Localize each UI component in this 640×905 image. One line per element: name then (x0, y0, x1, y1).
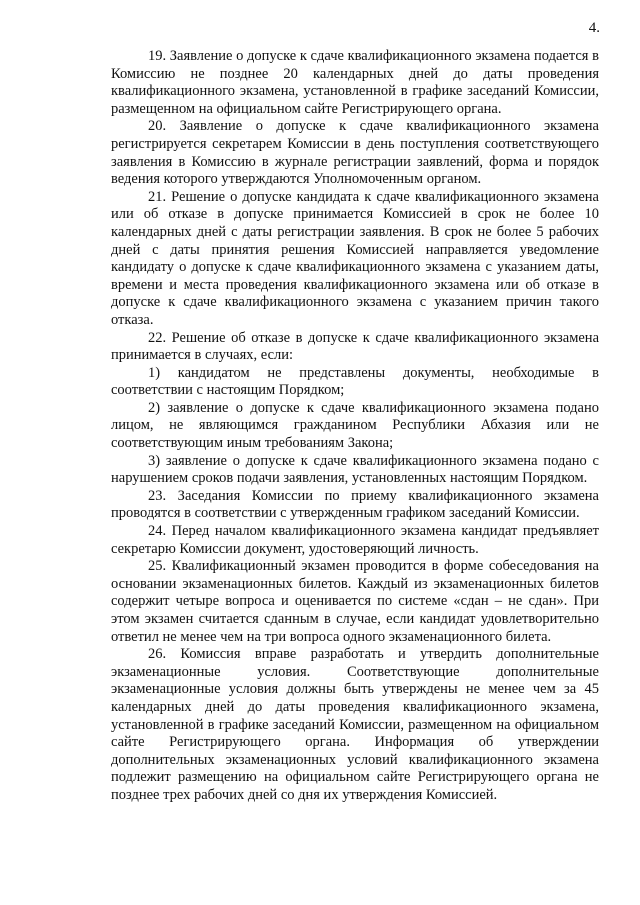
paragraph-22: 22. Решение об отказе в допуске к сдаче квалификационного экзамена принимается в случаях, если: (111, 329, 599, 364)
paragraph-26: 26. Комиссия вправе разработать и утвердить дополнительные экзаменационные условия. Соответствующие дополнительные экзаменационные условия должны быть утверждены не менее чем за 45 календарных дней до даты проведения квалификационного экзамена, установленной в графике заседаний Комиссии, размещенном на официальном сайте Регистрирующего органа. Информация об утверждении дополнительных экзаменационных условий квалификационного экзамена подлежит размещению на официальном сайте Регистрирующего органа не позднее трех рабочих дней со дня их утверждения Комиссией. (111, 646, 599, 803)
document-body (111, 48, 599, 805)
paragraph-23: 23. Заседания Комиссии по приему квалификационного экзамена проводятся в соответствии с утвержденным графиком заседаний Комиссии. (111, 487, 599, 522)
paragraph-21: 21. Решение о допуске кандидата к сдаче квалификационного экзамена или об отказе в допуске принимается Комиссией в срок не более 10 календарных дней с даты регистрации заявления. В срок не более 5 рабочих дней с даты принятия решения Комиссией направляется уведомление кандидату о допуске к сдаче квалификационного экзамена с указанием даты, времени и места проведения квалификационного экзамена или об отказе в допуске к сдаче квалификационного экзамена с указанием причин такого отказа. (111, 188, 599, 328)
paragraph-25: 25. Квалификационный экзамен проводится в форме собеседования на основании экзаменационных билетов. Каждый из экзаменационных билетов содержит четыре вопроса и оценивается по системе «сдан – не сдан». При этом экзамен считается сданным в случае, если кандидат удовлетворительно ответил не менее чем на три вопроса одного экзаменационного билета. (111, 558, 599, 645)
paragraph-22-item-2: 2) заявление о допуске к сдаче квалификационного экзамена подано лицом, не являющимся гражданином Республики Абхазия или не соответствующим иным требованиям Закона; (111, 399, 599, 452)
paragraph-24: 24. Перед началом квалификационного экзамена кандидат предъявляет секретарю Комиссии документ, удостоверяющий личность. (111, 523, 599, 557)
page-number: 4. (588, 20, 600, 36)
paragraph-19: 19. Заявление о допуске к сдаче квалификационного экзамена подается в Комиссию не позднее 20 календарных дней до даты проведения квалификационного экзамена, установленной в графике заседаний Комиссии, размещенном на официальном сайте Регистрирующего органа. (111, 48, 599, 117)
paragraph-22-item-1: 1) кандидатом не представлены документы, необходимые в соответствии с настоящим Порядком; (111, 364, 599, 399)
paragraph-22-item-3: 3) заявление о допуске к сдаче квалификационного экзамена подано с нарушением сроков подачи заявления, установленных настоящим Порядком. (111, 452, 599, 487)
paragraph-20: 20. Заявление о допуске к сдаче квалификационного экзамена регистрируется секретарем Комиссии в день поступления соответствующего заявления в Комиссию в журнале регистрации заявлений, форма и порядок ведения которого утверждаются Уполномоченным органом. (111, 118, 599, 188)
